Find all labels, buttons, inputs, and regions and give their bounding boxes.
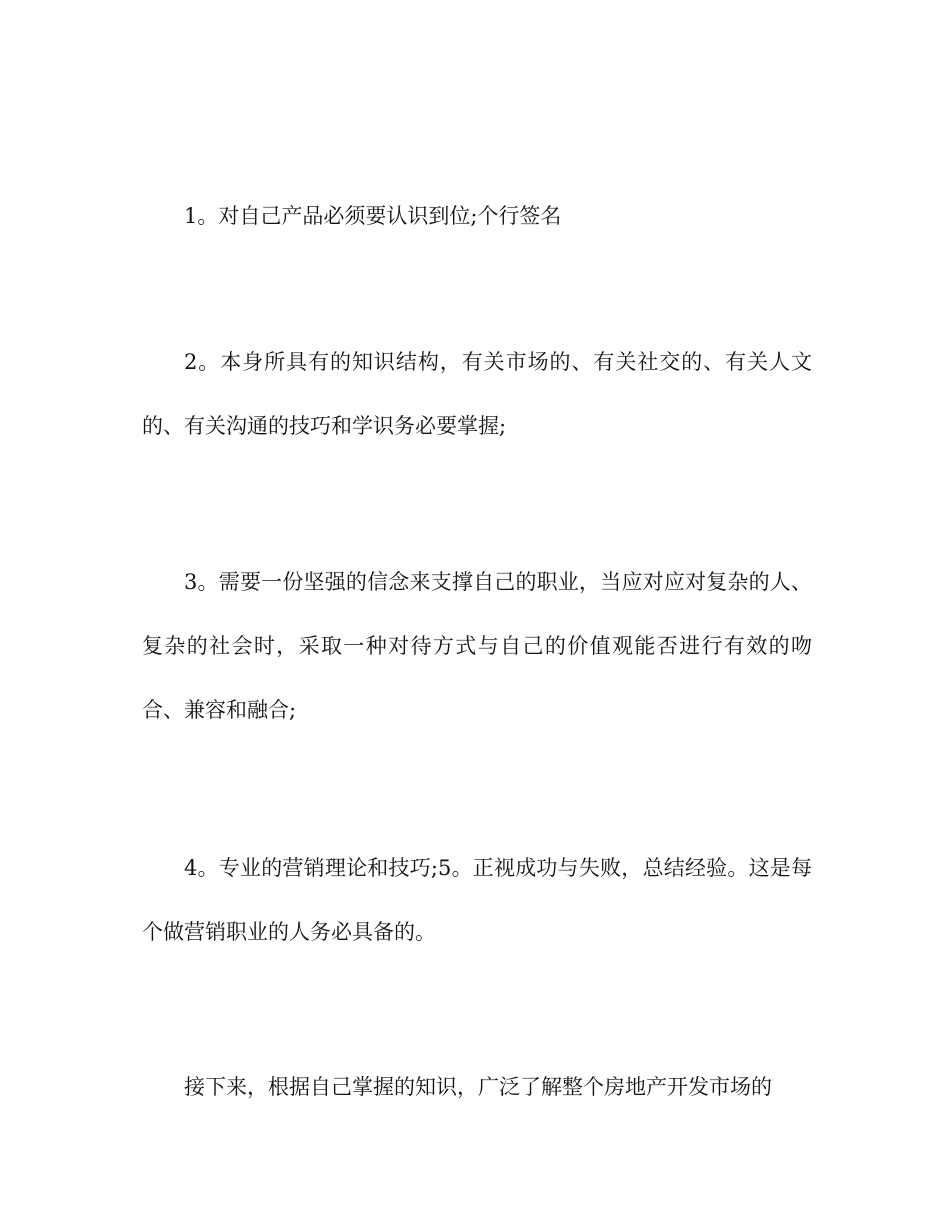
paragraph-5: 接下来，根据自己掌握的知识，广泛了解整个房地产开发市场的 (184, 1075, 772, 1099)
paragraph-4: 4。专业的营销理论和技巧;5。正视成功与失败，总结经验。这是每个做营销职业的人务必具备的。 (142, 856, 812, 944)
paragraph-1: 1。对自己产品必须要认识到位;个行签名 (184, 204, 562, 228)
paragraph-2: 2。本身所具有的知识结构，有关市场的、有关社交的、有关人文的、有关沟通的技巧和学识务必要掌握; (142, 350, 812, 438)
paragraph-3: 3。需要一份坚强的信念来支撑自己的职业，当应对应对复杂的人、复杂的社会时，采取一种对待方式与自己的价值观能否进行有效的吻合、兼容和融合; (142, 570, 812, 722)
